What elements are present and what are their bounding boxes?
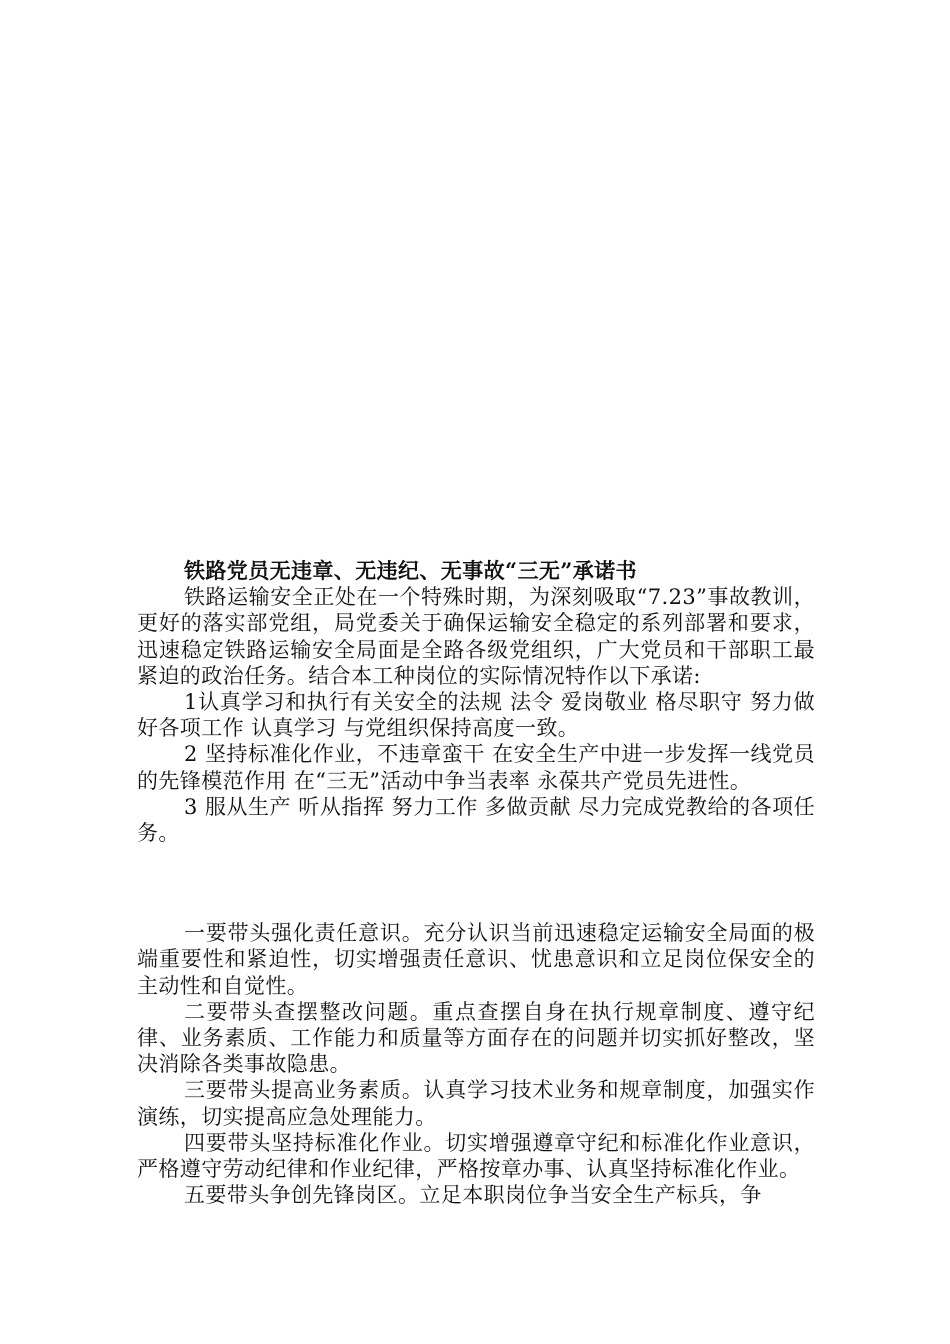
requirement-item-4: 四要带头坚持标准化作业。切实增强遵章守纪和标准化作业意识，严格遵守劳动纪律和作业纪律，严格按章办事、认真坚持标准化作业。 bbox=[137, 1130, 815, 1182]
promise-item-1: 1认真学习和执行有关安全的法规 法令 爱岗敬业 格尽职守 努力做好各项工作 认真学习 与党组织保持高度一致。 bbox=[137, 690, 815, 741]
intro-paragraph: 铁路运输安全正处在一个特殊时期，为深刻吸取“7.23”事故教训，更好的落实部党组，局党委关于确保运输安全稳定的系列部署和要求，迅速稳定铁路运输安全局面是全路各级党组织，广大党员和干部职工最紧迫的政治任务。结合本工种岗位的实际情况特作以下承诺: bbox=[137, 585, 815, 688]
requirement-item-3: 三要带头提高业务素质。认真学习技术业务和规章制度，加强实作演练，切实提高应急处理能力。 bbox=[137, 1078, 815, 1129]
section-gap bbox=[137, 846, 815, 920]
requirement-item-5: 五要带头争创先锋岗区。立足本职岗位争当安全生产标兵，争 bbox=[184, 1183, 762, 1208]
requirement-item-1: 一要带头强化责任意识。充分认识当前迅速稳定运输安全局面的极端重要性和紧迫性，切实增强责任意识、忧患意识和立足岗位保安全的主动性和自觉性。 bbox=[137, 921, 815, 998]
document-title: 铁路党员无违章、无违纪、无事故“三无”承诺书 bbox=[184, 558, 637, 583]
requirement-item-2: 二要带头查摆整改问题。重点查摆自身在执行规章制度、遵守纪律、业务素质、工作能力和质量等方面存在的问题并切实抓好整改，坚决消除各类事故隐患。 bbox=[137, 999, 815, 1077]
document-body bbox=[137, 558, 815, 1208]
promise-item-2: 2 坚持标准化作业，不违章蛮干 在安全生产中进一步发挥一线党员的先锋模范作用 在“三无”活动中争当表率 永葆共产党员先进性。 bbox=[137, 742, 815, 793]
promise-item-3: 3 服从生产 听从指挥 努力工作 多做贡献 尽力完成党教给的各项任务。 bbox=[137, 794, 815, 846]
